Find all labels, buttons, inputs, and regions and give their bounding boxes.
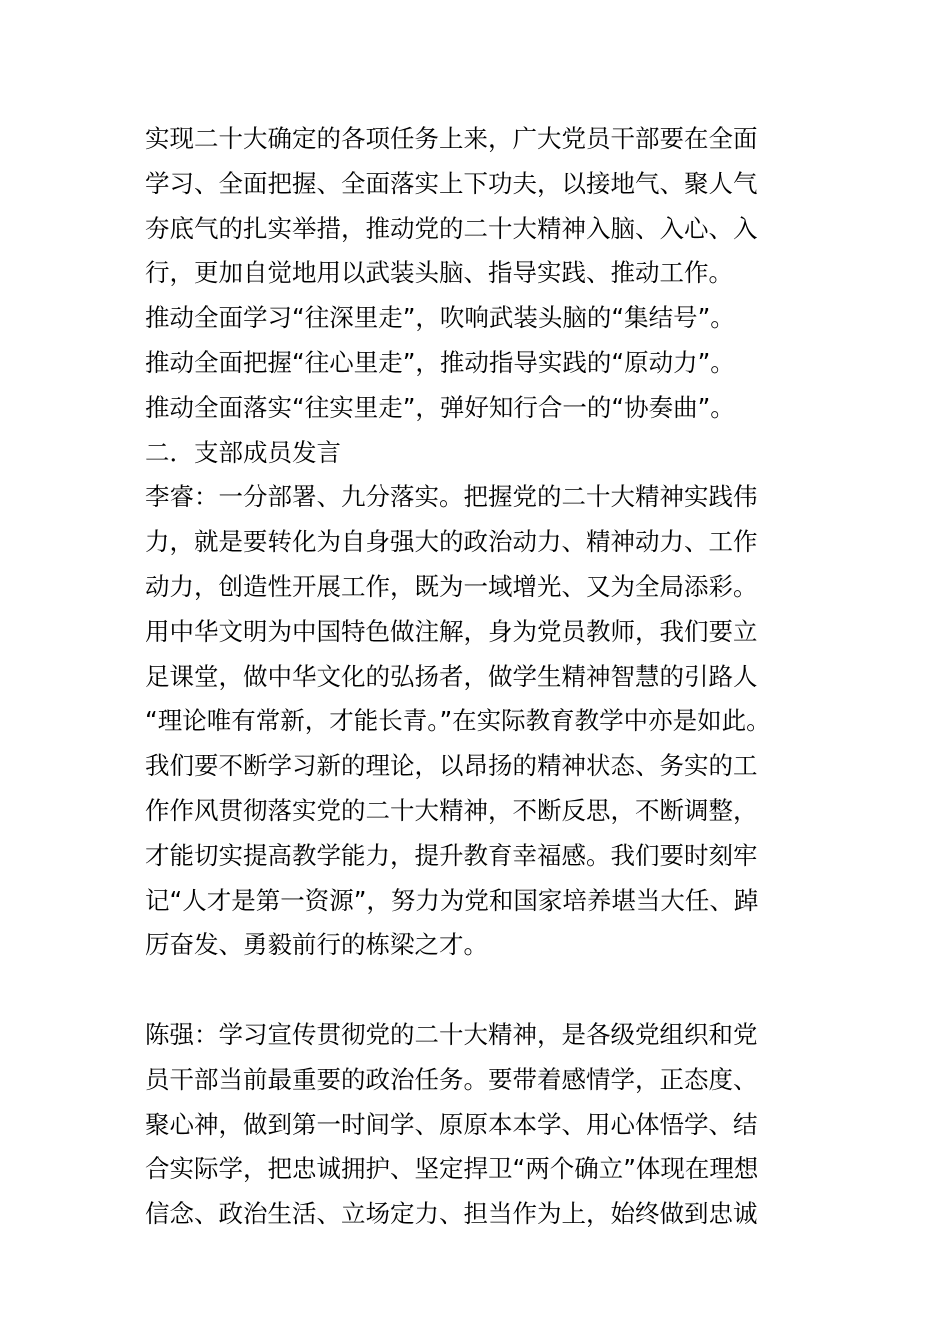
text-line: 才能切实提高教学能力，提升教育幸福感。我们要时刻牢 [145,840,758,870]
text-line: 学习、全面把握、全面落实上下功夫，以接地气、聚人气 [145,168,758,198]
text-line: 推动全面落实“往实里走”，弹好知行合一的“协奏曲”。 [145,392,735,422]
text-line: 足课堂，做中华文化的弘扬者，做学生精神智慧的引路人 [145,661,758,691]
text-line: 合实际学，把忠诚拥护、坚定捍卫“两个确立”体现在理想 [145,1154,759,1184]
text-line: 推动全面把握“往心里走”，推动指导实践的“原动力”。 [145,347,735,377]
text-line: 信念、政治生活、立场定力、担当作为上，始终做到忠诚 [145,1199,758,1229]
text-line: 我们要不断学习新的理论，以昂扬的精神状态、务实的工 [145,751,758,781]
text-line: 实现二十大确定的各项任务上来，广大党员干部要在全面 [145,124,758,153]
text-line: 作作风贯彻落实党的二十大精神，不断反思，不断调整， [145,795,758,825]
text-line: 员干部当前最重要的政治任务。要带着感情学，正态度、 [145,1064,758,1094]
text-line: 李睿：一分部署、九分落实。把握党的二十大精神实践伟 [145,482,758,512]
document-body [145,117,815,1237]
text-line: 用中华文明为中国特色做注解，身为党员教师，我们要立 [145,616,758,646]
text-line: “理论唯有常新，才能长青。”在实际教育教学中亦是如此。 [145,706,771,736]
text-line: 夯底气的扎实举措，推动党的二十大精神入脑、入心、入 [145,213,758,243]
text-line: 记“人才是第一资源”，努力为党和国家培养堪当大任、踔 [145,885,759,915]
text-line: 力，就是要转化为自身强大的政治动力、精神动力、工作 [145,527,758,557]
text-line: 聚心神，做到第一时间学、原原本本学、用心体悟学、结 [145,1109,758,1139]
text-line: 动力，创造性开展工作，既为一域增光、又为全局添彩。 [145,571,758,601]
text-line: 行，更加自觉地用以武装头脑、指导实践、推动工作。 [145,258,733,288]
text-line: 推动全面学习“往深里走”，吹响武装头脑的“集结号”。 [145,303,735,333]
text-line: 陈强：学习宣传贯彻党的二十大精神，是各级党组织和党 [145,1019,758,1049]
text-line: 厉奋发、勇毅前行的栋梁之才。 [145,930,488,960]
section-heading: 二．支部成员发言 [145,437,341,467]
paragraph-spacer [145,968,815,1013]
